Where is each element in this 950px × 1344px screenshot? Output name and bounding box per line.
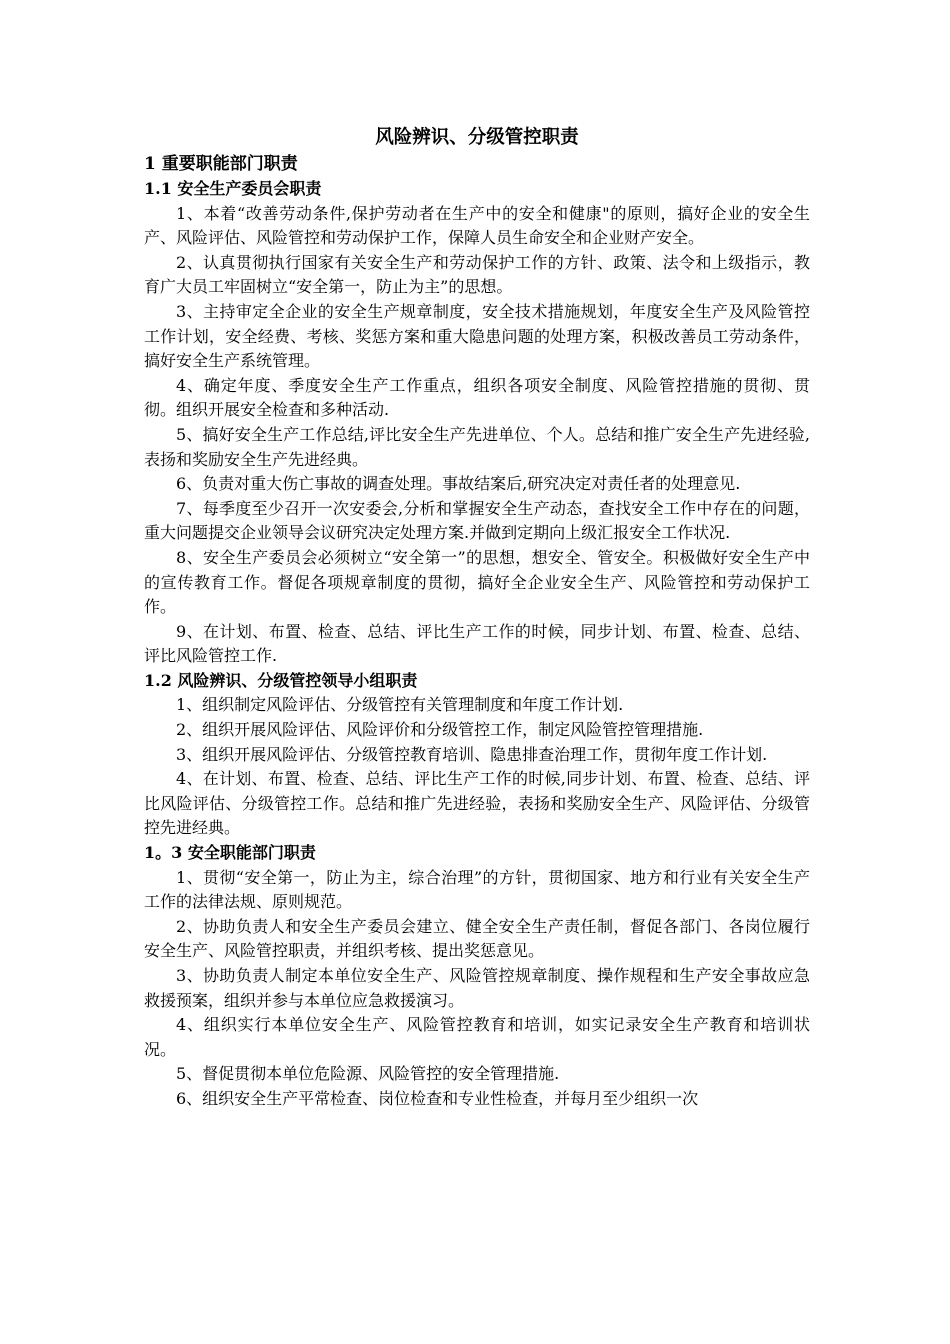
document-title: 风险辨识、分级管控职责 [375, 127, 579, 148]
paragraph: 9、在计划、布置、检查、总结、评比生产工作的时候，同步计划、布置、检查、总结、评比风险管控工作. [144, 621, 810, 666]
paragraph: 4、确定年度、季度安全生产工作重点，组织各项安全制度、风险管控措施的贯彻、贯彻。组织开展安全检查和多种活动. [144, 375, 810, 420]
paragraph: 5、搞好安全生产工作总结,评比安全生产先进单位、个人。总结和推广安全生产先进经验,表扬和奖励安全生产先进经典。 [144, 424, 810, 469]
paragraph: 1、组织制定风险评估、分级管控有关管理制度和年度工作计划. [176, 695, 624, 715]
subsection-heading-1-2: 1.2 风险辨识、分级管控领导小组职责 [144, 670, 418, 690]
paragraph: 4、在计划、布置、检查、总结、评比生产工作的时候,同步计划、布置、检查、总结、评比风险评估、分级管控工作。总结和推广先进经验，表扬和奖励安全生产、风险评估、分级管控先进经典。 [144, 769, 810, 838]
section-heading-1: 1 重要职能部门职责 [144, 154, 298, 174]
subsection-heading-1-1: 1.1 安全生产委员会职责 [144, 179, 322, 198]
paragraph: 2、认真贯彻执行国家有关安全生产和劳动保护工作的方针、政策、法令和上级指示，教育广大员工牢固树立“安全第一，防止为主”的思想。 [144, 252, 810, 297]
paragraph: 5、督促贯彻本单位危险源、风险管控的安全管理措施. [176, 1064, 560, 1084]
paragraph: 1、贯彻“安全第一，防止为主，综合治理”的方针，贯彻国家、地方和行业有关安全生产工作的法律法规、原则规范。 [144, 867, 810, 912]
paragraph: 3、主持审定全企业的安全生产规章制度，安全技术措施规划，年度安全生产及风险管控工作计划，安全经费、考核、奖惩方案和重大隐患问题的处理方案，积极改善员工劳动条件，搞好安全生产系统管理。 [144, 301, 810, 371]
paragraph: 8、安全生产委员会必须树立“安全第一”的思想，想安全、管安全。积极做好安全生产中的宣传教育工作。督促各项规章制度的贯彻，搞好全企业安全生产、风险管控和劳动保护工作。 [144, 547, 810, 617]
paragraph: 3、协助负责人制定本单位安全生产、风险管控规章制度、操作规程和生产安全事故应急救援预案，组织并参与本单位应急救援演习。 [144, 966, 810, 1010]
paragraph: 3、组织开展风险评估、分级管控教育培训、隐患排查治理工作，贯彻年度工作计划. [176, 744, 768, 764]
document-page [144, 124, 810, 1112]
paragraph: 2、协助负责人和安全生产委员会建立、健全安全生产责任制，督促各部门、各岗位履行安全生产、风险管控职责，并组织考核、提出奖惩意见。 [144, 916, 810, 961]
paragraph: 2、组织开展风险评估、风险评价和分级管控工作，制定风险管控管理措施. [176, 720, 704, 740]
paragraph: 4、组织实行本单位安全生产、风险管控教育和培训，如实记录安全生产教育和培训状况。 [144, 1015, 810, 1059]
subsection-heading-1-3: 1。3 安全职能部门职责 [144, 843, 316, 863]
paragraph: 1、本着“改善劳动条件,保护劳动者在生产中的安全和健康"的原则，搞好企业的安全生产、风险评估、风险管控和劳动保护工作，保障人员生命安全和企业财产安全。 [144, 203, 810, 248]
paragraph: 6、负责对重大伤亡事故的调查处理。事故结案后,研究决定对责任者的处理意见. [176, 474, 741, 494]
paragraph: 7、每季度至少召开一次安委会,分析和掌握安全生产动态，查找安全工作中存在的问题，重大问题提交企业领导会议研究决定处理方案.并做到定期向上级汇报安全工作状况. [144, 498, 810, 543]
paragraph: 6、组织安全生产平常检查、岗位检查和专业性检查，并每月至少组织一次 [176, 1088, 699, 1108]
